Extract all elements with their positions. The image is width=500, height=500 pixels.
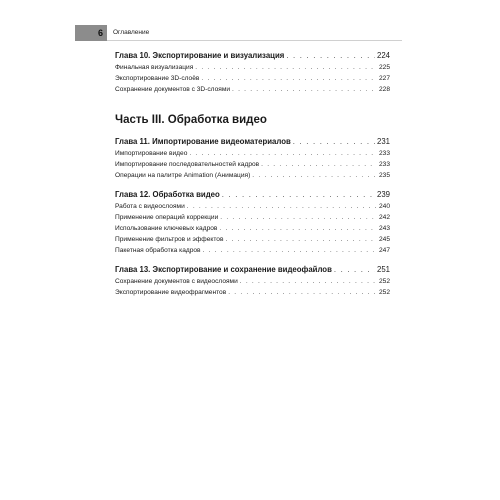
- toc-item: Пакетная обработка кадров . . . 247: [115, 245, 390, 256]
- toc-item: Сохранение документов с видеослоями . . . 252: [115, 276, 390, 287]
- toc-item: Импортирование видео . . . 233: [115, 148, 390, 159]
- part-title: Часть III. Обработка видео: [115, 114, 267, 126]
- leader-dots: [222, 189, 375, 201]
- toc-item: Работа с видеослоями . . . 240: [115, 201, 390, 212]
- chapter-title: Глава 10. Экспортирование и визуализация: [115, 51, 285, 60]
- toc-item: Применение фильтров и эффектов . . . 245: [115, 234, 390, 245]
- leader-dots: [286, 50, 375, 62]
- chapter-title: Глава 13. Экспортирование и сохранение видеофайлов: [115, 265, 332, 274]
- toc-item: Финальная визуализация . . . 225: [115, 62, 390, 73]
- running-title: Оглавление: [113, 29, 150, 36]
- leader-dots: [293, 136, 375, 148]
- page-ref: 231: [376, 137, 390, 146]
- table-of-contents: [115, 50, 390, 298]
- page-ref: 251: [376, 265, 390, 274]
- chapter-12-entry: [115, 189, 390, 201]
- toc-item: Применение операций коррекции . . . 242: [115, 212, 390, 223]
- toc-item: Экспортирование видеофрагментов . . . 252: [115, 287, 390, 298]
- toc-item: Экспортирование 3D-слоёв . . . 227: [115, 73, 390, 84]
- header-rule: [107, 40, 402, 41]
- chapter-13-entry: [115, 264, 390, 276]
- chapter-title: Глава 11. Импортирование видеоматериалов: [115, 137, 291, 146]
- chapter-title: Глава 12. Обработка видео: [115, 190, 220, 199]
- chapter-11-entry: [115, 136, 390, 148]
- page-number-box: [75, 25, 107, 41]
- page-ref: 224: [376, 51, 390, 60]
- toc-item: Операции на палитре Animation (Анимация) . . . 235: [115, 170, 390, 181]
- leader-dots: [334, 264, 375, 276]
- page-number: 6: [97, 28, 103, 38]
- toc-item: Использование ключевых кадров . . . 243: [115, 223, 390, 234]
- chapter-10-entry: [115, 50, 390, 62]
- toc-item: Импортирование последовательностей кадров . . . 233: [115, 159, 390, 170]
- toc-item: Сохранение документов с 3D-слоями . . . 228: [115, 84, 390, 95]
- page-ref: 239: [376, 190, 390, 199]
